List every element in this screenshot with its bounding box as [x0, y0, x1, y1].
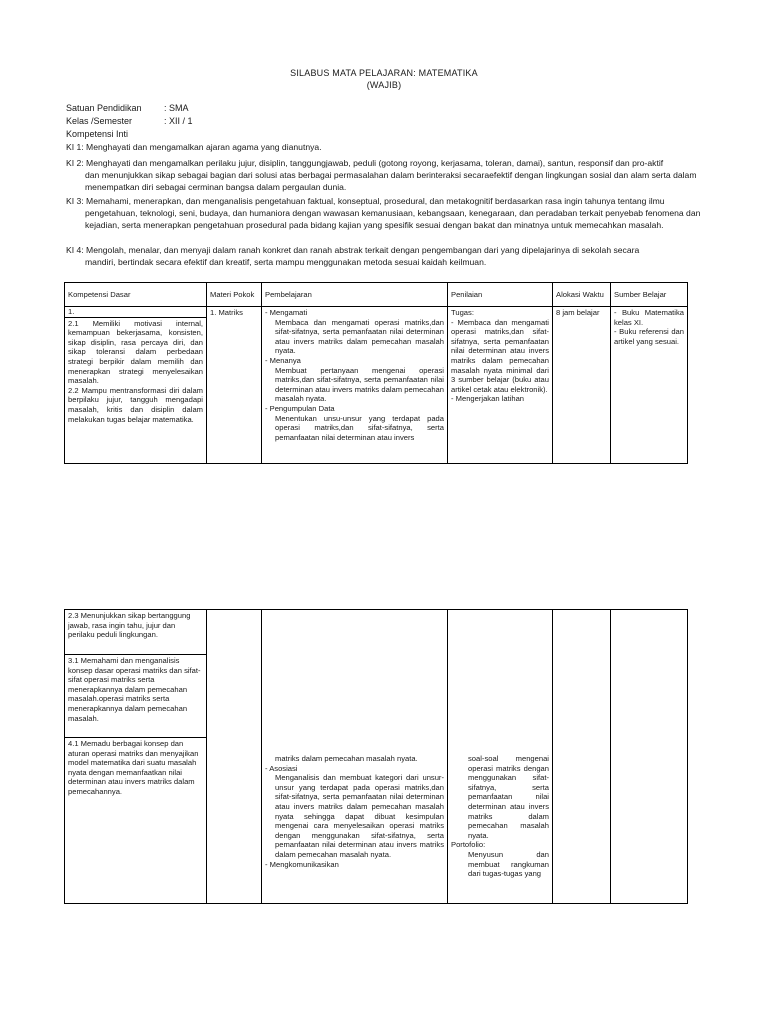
header-kompetensi-dasar: Kompetensi Dasar	[65, 283, 207, 307]
pn-tugas-text: - Membaca dan mengamati operasi matriks,dan sifat-sifatnya, serta pemanfaatan nilai determinan atau invers matriks dalam pemecahan masalah nyata minimal dari 3 sumber belajar (buku atau artikel cetak atau elektronik).	[451, 317, 549, 394]
ki-2	[66, 157, 702, 193]
satuan-pendidikan-row	[66, 103, 189, 113]
kd-number-cell: 1.	[65, 307, 207, 318]
header-penilaian: Penilaian	[448, 283, 553, 307]
ki-3-continuation: pengetahuan, teknologi, seni, budaya, dan humaniora dengan wawasan kemanusiaan, kebangsaan, kenegaraan, dan peradaban terkait penyebab fenomena dan kejadian, serta menerapkan pengetahuan prosedural pada bidang kajian yang spesifik sesuai dengan bakat dan minatnya untuk memecahkan masalah.	[85, 208, 701, 230]
document-subtitle: (WAJIB)	[366, 80, 402, 90]
ki-4	[66, 244, 702, 268]
materi-cell-page-2	[207, 610, 262, 904]
sumber-cell	[611, 307, 688, 464]
alokasi-cell: 8 jam belajar	[553, 307, 611, 464]
document-title: SILABUS MATA PELAJARAN: MATEMATIKA	[290, 68, 478, 78]
pb-asosiasi-heading: - Asosiasi	[265, 763, 298, 773]
sumber-item-2: - Buku referensi dan artikel yang sesuai.	[614, 327, 684, 346]
header-pembelajaran: Pembelajaran	[262, 283, 448, 307]
kelas-label: Kelas /Semester	[66, 116, 133, 126]
kd-4-1: 4.1 Memadu berbagai konsep dan aturan operasi matriks dan menyajikan model matematika dari suatu masalah nyata dengan memanfaatkan nilai determinan atau invers matriks dalam pemecahannya.	[65, 738, 207, 904]
ki-1: KI 1: Menghayati dan mengamalkan ajaran agama yang dianutnya.	[66, 142, 322, 152]
header-materi-pokok: Materi Pokok	[207, 283, 262, 307]
pb-mengamati-text: Membaca dan mengamati operasi matriks,dan sifat-sifatnya, serta pemanfaatan nilai determinan atau invers matriks dalam pemecahan masalah nyata.	[275, 317, 444, 356]
silabus-table-page-1	[64, 282, 688, 464]
satuan-value: : SMA	[164, 103, 189, 113]
kompetensi-inti-label: Kompetensi Inti	[66, 129, 129, 139]
materi-cell: 1. Matriks	[207, 307, 262, 464]
ki-2-continuation: dan menunjukkan sikap sebagai bagian dari solusi atas berbagai permasalahan dalam berinteraksi secaraefektif dengan lingkungan sosial dan alam serta dalam menempatkan diri sebagai cerminan bangsa dalam pergaulan dunia.	[85, 170, 697, 192]
pb-menanya-heading: - Menanya	[265, 355, 301, 365]
pb-pengumpulan-text: Menentukan unsu-unsur yang terdapat pada operasi matriks,dan sifat-sifatnya, serta pemanfaatan nilai determinan atau invers	[275, 413, 444, 442]
pembelajaran-cell	[262, 307, 448, 464]
silabus-table-page-2	[64, 609, 688, 904]
pb-menanya-text: Membuat pertanyaan mengenai operasi matriks,dan sifat-sifatnya, serta pemanfaatan nilai determinan atau invers matriks dalam pemecahan masalah nyata.	[275, 365, 444, 404]
alokasi-cell-page-2	[553, 610, 611, 904]
ki-2-first-line: KI 2: Menghayati dan mengamalkan perilaku jujur, disiplin, tanggungjawab, peduli (gotong royong, kerjasama, toleran, damai), santun, responsif dan pro-aktif	[66, 158, 664, 168]
header-sumber-belajar: Sumber Belajar	[611, 283, 688, 307]
pb-pengumpulan-heading: - Pengumpulan Data	[265, 403, 335, 413]
pn-portofolio-text: Menyusun dan membuat rangkuman dari tugas-tugas yang	[468, 849, 549, 879]
pb-continued-text: matriks dalam pemecahan masalah nyata.	[275, 754, 418, 763]
sumber-cell-page-2	[611, 610, 688, 904]
pn-tugas-heading: Tugas:	[451, 308, 474, 317]
ki-4-first-line: KI 4: Mengolah, menalar, dan menyaji dalam ranah konkret dan ranah abstrak terkait dengan pengembangan dari yang dipelajarinya di sekolah secara	[66, 245, 640, 255]
kd-2-1: 2.1 Memiliki motivasi internal, kemampuan bekerjasama, konsisten, sikap disiplin, rasa percaya diri, dan sikap toleransi dalam perbedaan strategi berpikir dalam memilih dan menerapkan strategi menyelesaikan masalah.	[68, 318, 203, 386]
pb-mengamati-heading: - Mengamati	[265, 308, 308, 317]
kd-2-2: 2.2 Mampu mentransformasi diri dalam berpilaku jujur, tangguh mengadapi masalah, kritis dan disiplin dalam melakukan tugas belajar matematika.	[68, 385, 203, 424]
pb-asosiasi-text: Menganalisis dan membuat kategori dari unsur-unsur yang terdapat pada operasi matriks,dan sifat-sifatnya, serta pemanfaatan nilai determinan atau invers matriks dalam pemecahan masalah nyata sehingga dapat dibuat kesimpulan mengenai cara menyelesaikan operasi matriks dengan menggunakan sifat-sifatnya, serta pemanfaatan nilai determinan atau invers matriks dalam pemecahan masalah nyata.	[275, 773, 444, 859]
kd-3-1: 3.1 Memahami dan menganalisis konsep dasar operasi matriks dan sifat-sifat operasi matriks serta menerapkannya dalam pemecahan masalah.operasi matriks serta menerapkannya dalam pemecahan masalah.	[65, 655, 207, 738]
header-alokasi-waktu: Alokasi Waktu	[553, 283, 611, 307]
ki-4-continuation: mandiri, bertindak secara efektif dan kreatif, serta mampu menggunakan metoda sesuai kaidah keilmuan.	[85, 257, 487, 267]
ki-3-first-line: KI 3: Memahami, menerapkan, dan menganalisis pengetahuan faktual, konseptual, prosedural, dan metakognitif berdasarkan rasa ingin tahunya tentang ilmu	[66, 196, 665, 206]
kelas-semester-row	[66, 116, 193, 126]
ki-3	[66, 195, 702, 231]
pb-mengkomunikasikan-heading: - Mengkomunikasikan	[265, 859, 339, 869]
satuan-label: Satuan Pendidikan	[66, 103, 142, 113]
kd-2-3: 2.3 Menunjukkan sikap bertanggung jawab, rasa ingin tahu, jujur dan perilaku peduli lingkungan.	[65, 610, 207, 655]
sumber-item-1: - Buku Matematika kelas XI.	[614, 308, 684, 327]
pn-tugas-latihan: - Mengerjakan latihan	[451, 394, 525, 404]
penilaian-cell	[448, 307, 553, 464]
penilaian-cell-page-2	[448, 610, 553, 904]
kd-cell-page-1	[65, 317, 207, 463]
kelas-value: : XII / 1	[164, 116, 193, 126]
pn-continued-text: soal-soal mengenai operasi matriks dengan menggunakan sifat-sifatnya, serta pemanfaatan nilai determinan atau invers matriks dalam pemecahan masalah nyata.	[468, 754, 549, 840]
pembelajaran-cell-page-2	[262, 610, 448, 904]
pn-portofolio-heading: Portofolio:	[451, 840, 486, 850]
